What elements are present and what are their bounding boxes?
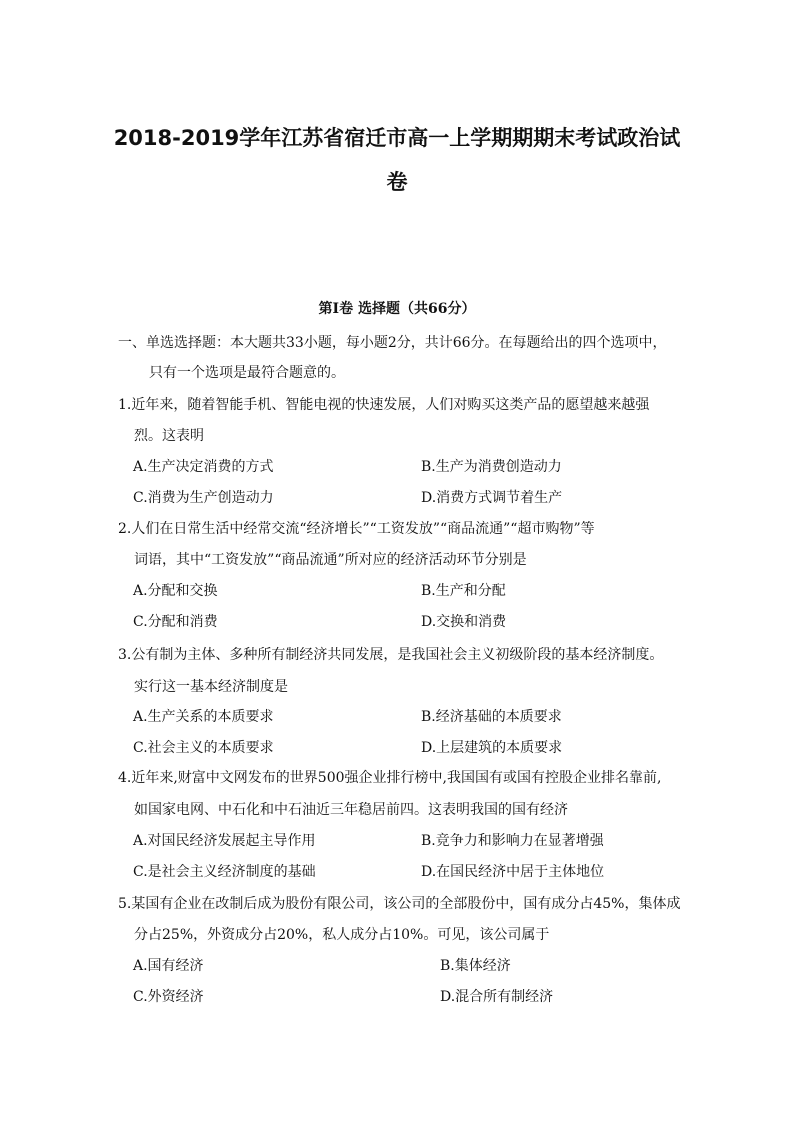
question-2-option-a: A.分配和交换: [133, 583, 218, 599]
question-1-option-a: A.生产决定消费的方式: [133, 459, 274, 475]
question-1-stem-line-2: 烈。这表明: [134, 428, 204, 444]
question-2-stem-line-1: 2.人们在日常生活中经常交流“经济增长”“工资发放”“商品流通”“超市购物”等: [118, 521, 595, 537]
question-5-option-d: D.混合所有制经济: [440, 989, 554, 1005]
question-1-option-d: D.消费方式调节着生产: [421, 490, 563, 506]
question-2-option-b: B.生产和分配: [421, 583, 506, 599]
question-2-option-d: D.交换和消费: [421, 614, 507, 630]
question-5-option-c: C.外资经济: [133, 989, 204, 1005]
question-2-option-c: C.分配和消费: [133, 614, 218, 630]
question-5-stem-line-2: 分占25%，外资成分占20%，私人成分占10%。可见，该公司属于: [134, 927, 550, 943]
question-3-option-c: C.社会主义的本质要求: [133, 740, 274, 756]
question-4-option-a: A.对国民经济发展起主导作用: [133, 833, 316, 849]
question-5-option-a: A.国有经济: [133, 958, 204, 974]
exam-title-line-2: 卷: [386, 170, 408, 194]
instructions-line-1: 一、单选选择题：本大题共33小题，每小题2分，共计66分。在每题给出的四个选项中，: [118, 335, 667, 351]
question-5-stem-line-1: 5.某国有企业在改制后成为股份有限公司，该公司的全部股份中，国有成分占45%，集体成: [118, 896, 681, 912]
question-3-option-b: B.经济基础的本质要求: [421, 709, 562, 725]
question-2-stem-line-2: 词语，其中“工资发放”“商品流通”所对应的经济活动环节分别是: [134, 552, 527, 568]
instructions-line-2: 只有一个选项是最符合题意的。: [149, 365, 345, 381]
question-1-option-c: C.消费为生产创造动力: [133, 490, 274, 506]
question-4-stem-line-1: 4.近年来,财富中文网发布的世界500强企业排行榜中,我国国有或国有控股企业排名靠前,: [118, 770, 662, 786]
question-3-option-a: A.生产关系的本质要求: [133, 709, 274, 725]
question-5-option-b: B.集体经济: [440, 958, 511, 974]
question-4-stem-line-2: 如国家电网、中石化和中石油近三年稳居前四。这表明我国的国有经济: [134, 802, 568, 818]
question-3-stem-line-1: 3.公有制为主体、多种所有制经济共同发展，是我国社会主义初级阶段的基本经济制度。: [118, 647, 664, 663]
question-1-option-b: B.生产为消费创造动力: [421, 459, 562, 475]
question-4-option-d: D.在国民经济中居于主体地位: [421, 864, 605, 880]
question-1-stem-line-1: 1.近年来，随着智能手机、智能电视的快速发展，人们对购买这类产品的愿望越来越强: [118, 397, 650, 413]
question-3-option-d: D.上层建筑的本质要求: [421, 740, 563, 756]
exam-title-line-1: 2018-2019学年江苏省宿迁市高一上学期期期末考试政治试: [113, 126, 681, 150]
section-heading: 第Ⅰ卷 选择题（共66分）: [318, 301, 476, 317]
question-4-option-c: C.是社会主义经济制度的基础: [133, 864, 316, 880]
question-4-option-b: B.竞争力和影响力在显著增强: [421, 833, 604, 849]
question-3-stem-line-2: 实行这一基本经济制度是: [134, 679, 288, 695]
